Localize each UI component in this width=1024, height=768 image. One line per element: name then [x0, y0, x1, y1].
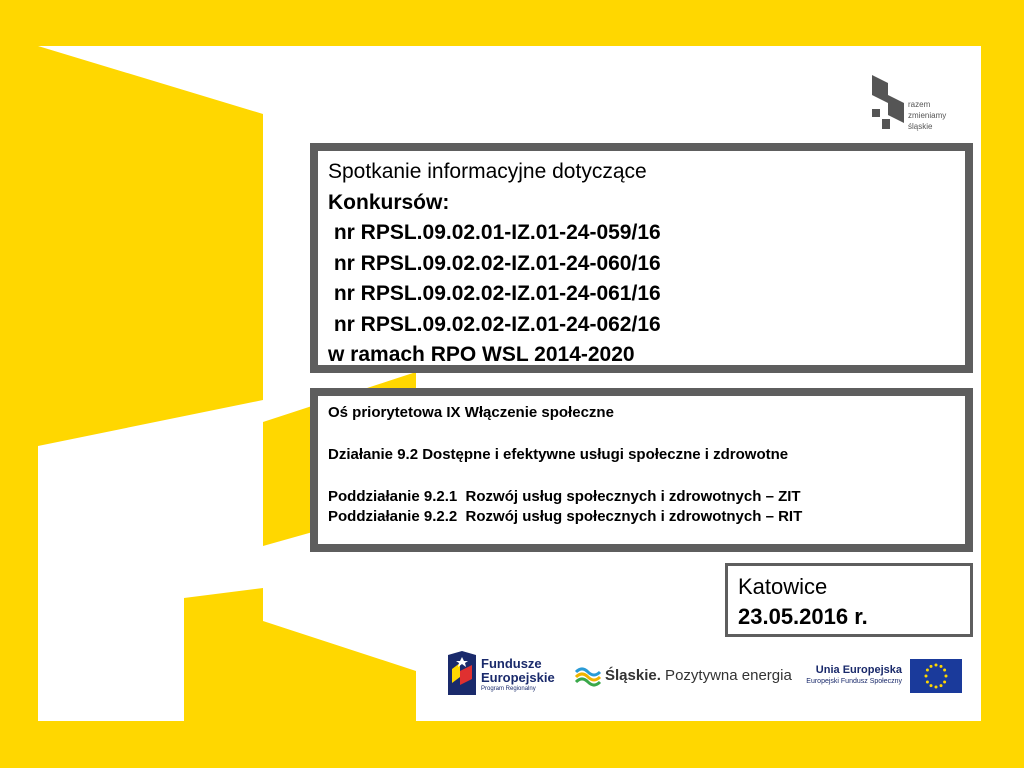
- city: Katowice: [738, 574, 828, 599]
- date: 23.05.2016 r.: [738, 604, 868, 629]
- fe-sub-text: Program Regionalny: [481, 686, 536, 692]
- sub-action-1: Poddziałanie 9.2.1 Rozwój usług społecznych i zdrowotnych – ZIT: [328, 488, 801, 505]
- action-line: Działanie 9.2 Dostępne i efektywne usługi społeczne i zdrowotne: [328, 446, 789, 463]
- details-box: [310, 388, 973, 552]
- slaskie-slogan: Pozytywna energia: [660, 667, 792, 684]
- ue-logo-text: [798, 664, 902, 687]
- contest-number-3: nr RPSL.09.02.02-IZ.01-24-061/16: [328, 282, 661, 305]
- sub-action-2: Poddziałanie 9.2.2 Rozwój usług społecznych i zdrowotnych – RIT: [328, 508, 803, 525]
- contest-number-2: nr RPSL.09.02.02-IZ.01-24-060/16: [328, 251, 661, 275]
- logo-line-2: zmieniamy: [908, 111, 947, 120]
- contests-heading: Konkursów:: [328, 190, 450, 214]
- slaskie-wave-icon: [574, 664, 602, 688]
- fundusze-europejskie-icon: [448, 651, 476, 695]
- fe-line-1: Fundusze: [481, 656, 542, 671]
- meeting-title: Spotkanie informacyjne dotyczące: [328, 160, 647, 183]
- eu-flag-icon: [910, 659, 962, 693]
- logo-line-1: razem: [908, 100, 931, 109]
- ue-line-2: Europejski Fundusz Społeczny: [806, 678, 902, 685]
- logo-line-3: śląskie: [908, 122, 933, 131]
- place-date-box: [725, 563, 973, 637]
- slaskie-brand: Śląskie.: [605, 667, 661, 684]
- program-name: w ramach RPO WSL 2014-2020: [328, 343, 635, 366]
- contest-number-1: nr RPSL.09.02.01-IZ.01-24-059/16: [328, 221, 661, 244]
- razem-zmieniamy-slaskie-icon: [870, 75, 906, 135]
- title-box: [310, 143, 973, 373]
- razem-zmieniamy-logo: [870, 75, 970, 135]
- priority-axis: Oś priorytetowa IX Włączenie społeczne: [328, 404, 614, 421]
- fe-line-2: Europejskie: [481, 670, 555, 685]
- slaskie-logo-text: [605, 667, 792, 684]
- contest-number-4: nr RPSL.09.02.02-IZ.01-24-062/16: [328, 312, 661, 336]
- ue-line-1: Unia Europejska: [815, 664, 902, 676]
- fe-logo-text: [481, 657, 555, 685]
